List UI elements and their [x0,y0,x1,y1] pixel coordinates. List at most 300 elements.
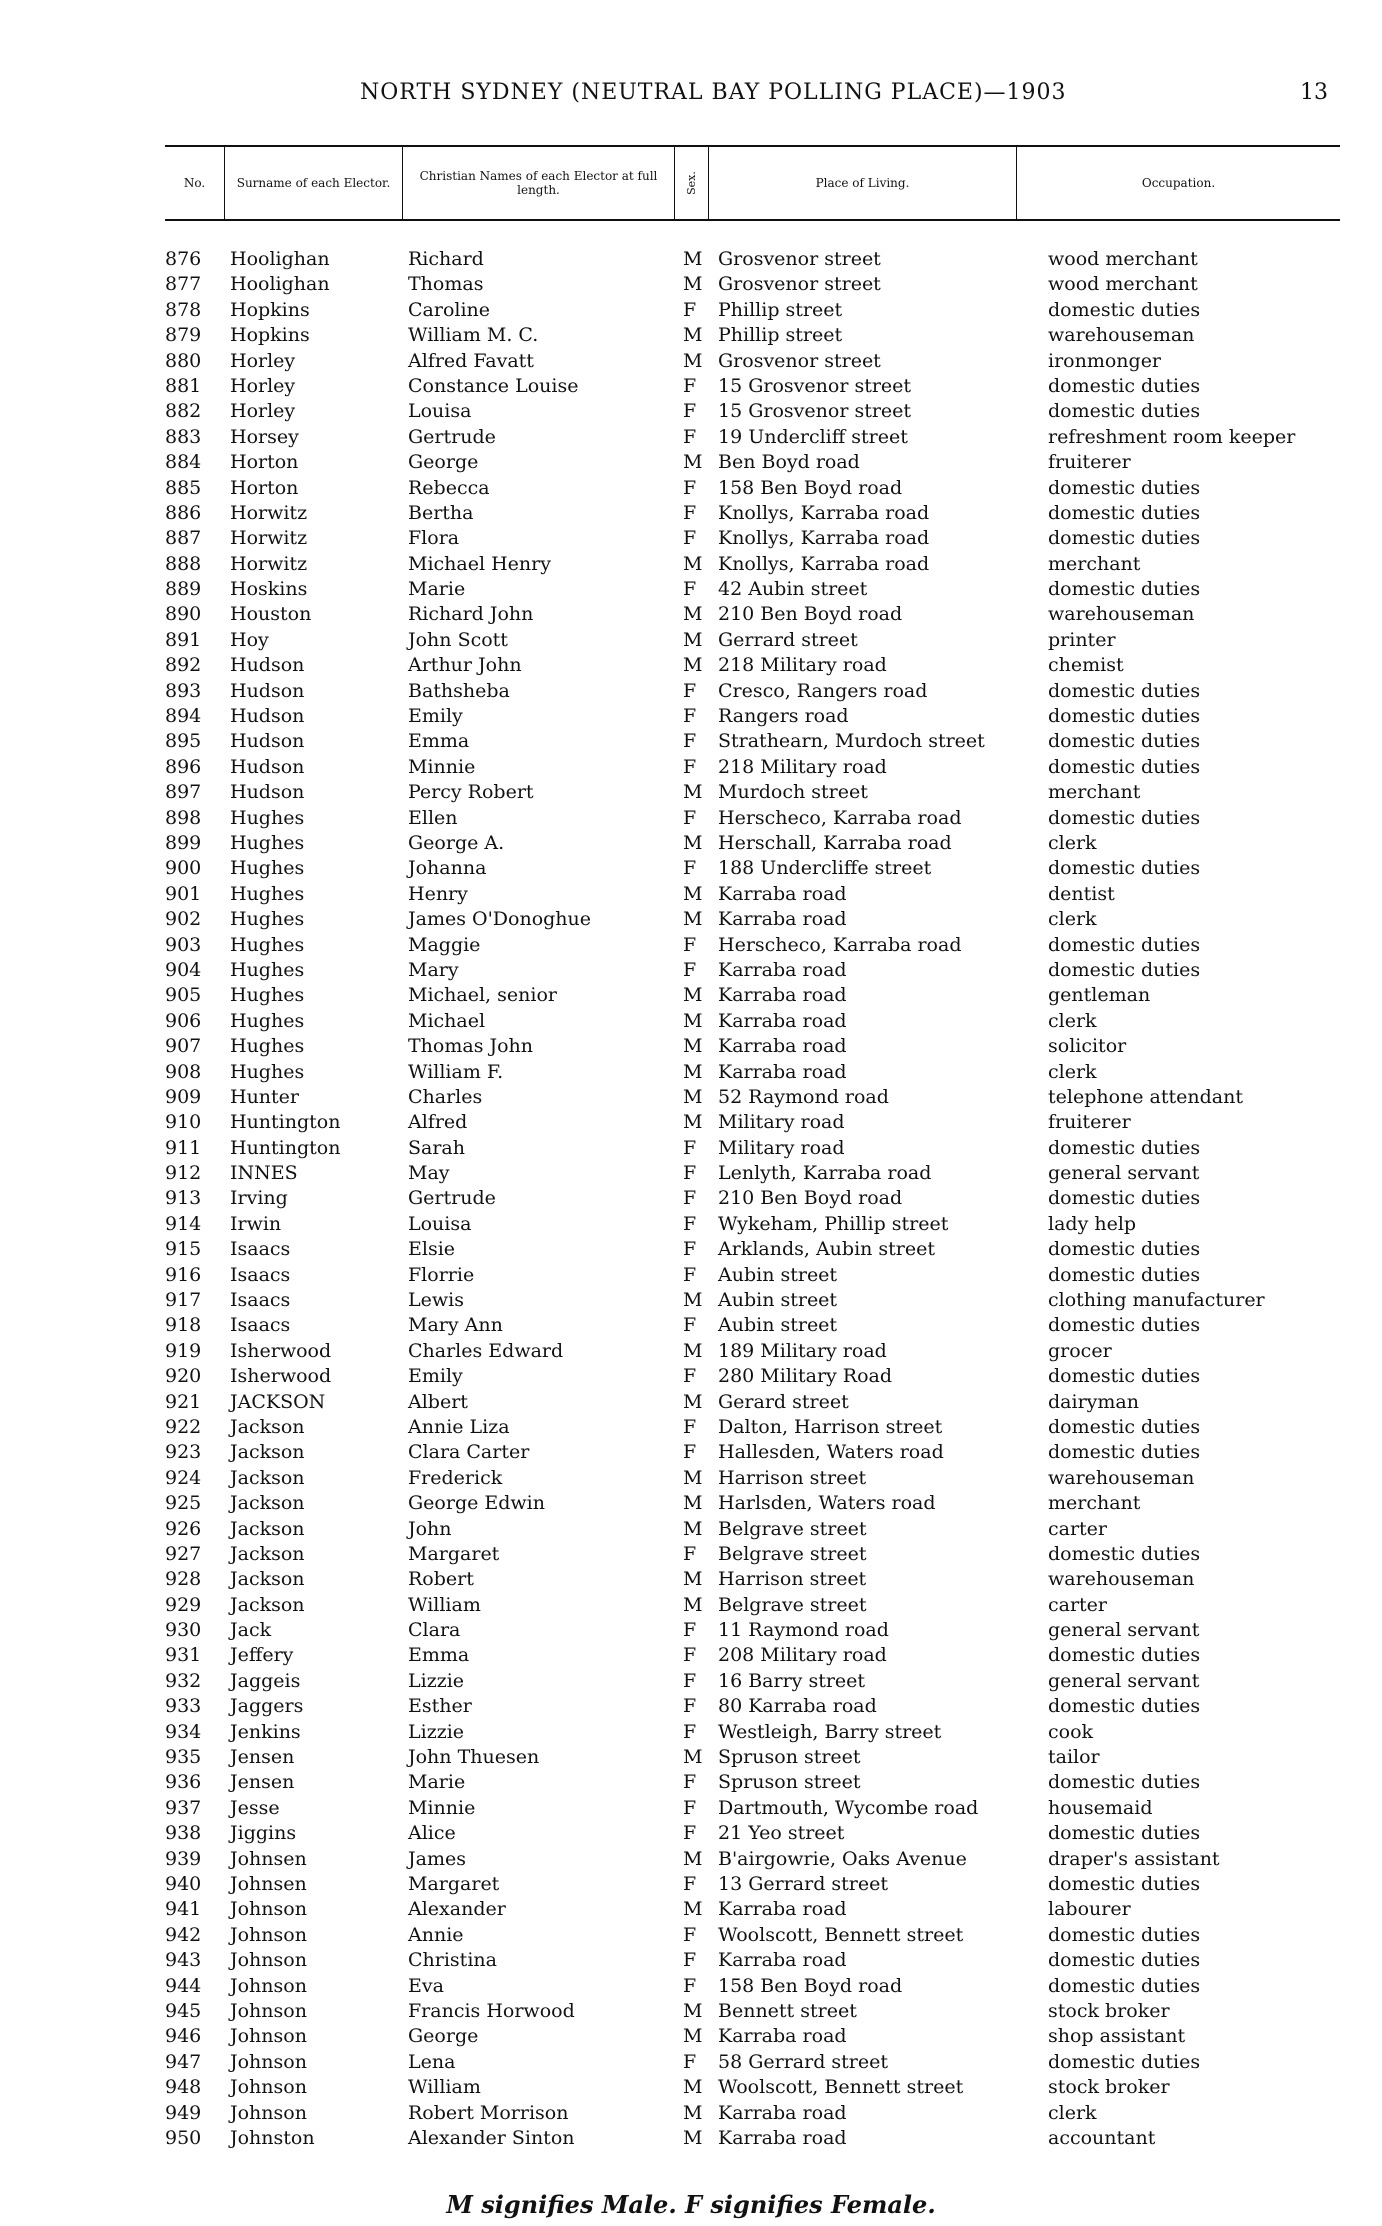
place-of-living: 188 Undercliffe street [718,857,932,880]
christian-names: John Thuesen [408,1746,540,1769]
place-of-living: Phillip street [718,324,843,347]
surname: Hunter [230,1085,300,1108]
place-of-living: 208 Military road [718,1644,887,1667]
sex: M [683,628,703,651]
place-of-living: Grosvenor street [718,273,881,296]
surname: Jeffery [230,1644,294,1667]
surname: Hopkins [230,324,310,347]
elector-number: 943 [165,1949,202,1972]
place-of-living: Karraba road [718,882,847,905]
occupation: clerk [1048,908,1097,931]
christian-names: John [408,1517,452,1540]
table-row [0,426,1382,451]
sex: F [683,1923,697,1946]
place-of-living: Wykeham, Phillip street [718,1212,949,1235]
christian-names: Flora [408,527,460,550]
christian-names: Esther [408,1695,472,1718]
surname: Hudson [230,654,305,677]
surname: Hughes [230,984,305,1007]
sex: F [683,1669,697,1692]
table-row [0,1010,1382,1035]
sex: F [683,679,697,702]
elector-number: 922 [165,1415,202,1438]
sex: F [683,425,697,448]
surname: Horwitz [230,501,308,524]
elector-number: 876 [165,248,202,270]
occupation: domestic duties [1048,933,1201,956]
sex: M [683,1339,703,1362]
table-row [0,578,1382,603]
place-of-living: Woolscott, Bennett street [718,1923,964,1946]
sex: M [683,248,703,270]
elector-number: 885 [165,476,202,499]
table-row [0,654,1382,679]
surname: Hughes [230,806,305,829]
sex: M [683,1060,703,1083]
table-row [0,1594,1382,1619]
occupation: stock broker [1048,2076,1170,2099]
column-header-sex: Sex. [684,171,698,195]
sex: F [683,1162,697,1185]
table-row [0,934,1382,959]
elector-number: 889 [165,578,202,601]
occupation: merchant [1048,1492,1141,1515]
place-of-living: 42 Aubin street [718,578,868,601]
place-of-living: Gerrard street [718,628,858,651]
elector-number: 896 [165,755,202,778]
occupation: general servant [1048,1669,1200,1692]
sex: F [683,527,697,550]
christian-names: Gertrude [408,425,496,448]
sex: M [683,1035,703,1058]
occupation: warehouseman [1048,324,1195,347]
christian-names: Lewis [408,1289,464,1312]
surname: Johnson [230,2025,307,2048]
sex: M [683,324,703,347]
sex: F [683,1796,697,1819]
sex: M [683,2025,703,2048]
sex: F [683,933,697,956]
elector-number: 901 [165,882,202,905]
elector-number: 915 [165,1238,202,1261]
elector-number: 897 [165,781,202,804]
place-of-living: 15 Grosvenor street [718,400,912,423]
column-header-sex-cell [675,147,709,219]
place-of-living: Gerard street [718,1390,849,1413]
surname: Horley [230,349,296,372]
surname: Hoskins [230,578,308,601]
elector-number: 903 [165,933,202,956]
table-row [0,1162,1382,1187]
christian-names: Richard John [408,603,534,626]
place-of-living: Karraba road [718,2126,847,2149]
sex: M [683,2076,703,2099]
christian-names: Minnie [408,1796,476,1819]
elector-number: 935 [165,1746,202,1769]
table-row [0,1644,1382,1669]
occupation: shop assistant [1048,2025,1186,2048]
sex: F [683,1212,697,1235]
elector-number: 912 [165,1162,202,1185]
occupation: clothing manufacturer [1048,1289,1265,1312]
surname: Johnston [230,2126,315,2149]
table-row [0,1441,1382,1466]
surname: Irwin [230,1212,282,1235]
sex: M [683,1593,703,1616]
elector-number: 898 [165,806,202,829]
occupation: domestic duties [1048,527,1201,550]
table-row [0,1365,1382,1390]
christian-names: Mary [408,958,459,981]
elector-number: 931 [165,1644,202,1667]
place-of-living: 11 Raymond road [718,1619,889,1642]
christian-names: Alfred Favatt [408,349,534,372]
occupation: draper's assistant [1048,1847,1220,1870]
place-of-living: Karraba road [718,2025,847,2048]
occupation: domestic duties [1048,1187,1201,1210]
surname: Hoolighan [230,273,330,296]
christian-names: Thomas [408,273,484,296]
table-header [165,145,1340,221]
surname: Horton [230,476,299,499]
place-of-living: Lenlyth, Karraba road [718,1162,932,1185]
elector-number: 884 [165,451,202,474]
surname: Jesse [230,1796,280,1819]
sex: M [683,1746,703,1769]
christian-names: Michael Henry [408,552,551,575]
elector-number: 906 [165,1009,202,1032]
christian-names: Charles [408,1085,483,1108]
occupation: domestic duties [1048,679,1201,702]
occupation: ironmonger [1048,349,1162,372]
place-of-living: 80 Karraba road [718,1695,877,1718]
surname: Johnson [230,1974,307,1997]
surname: Isaacs [230,1263,291,1286]
christian-names: Robert Morrison [408,2101,569,2124]
table-row [0,1975,1382,2000]
place-of-living: 210 Ben Boyd road [718,1187,903,1210]
sex: F [683,1974,697,1997]
elector-number: 882 [165,400,202,423]
surname: Jaggeis [230,1669,301,1692]
christian-names: Sarah [408,1136,465,1159]
column-header-surname: Surname of each Elector. [225,147,403,219]
elector-number: 891 [165,628,202,651]
occupation: cook [1048,1720,1094,1743]
surname: Johnsen [230,1873,307,1895]
table-row [0,1695,1382,1720]
elector-number: 937 [165,1796,202,1819]
elector-number: 902 [165,908,202,931]
table-row [0,680,1382,705]
sex: M [683,2101,703,2124]
elector-number: 928 [165,1568,202,1591]
surname: Jackson [230,1517,305,1540]
place-of-living: Belgrave street [718,1542,867,1565]
occupation: clerk [1048,831,1097,854]
table-row [0,1619,1382,1644]
christian-names: Bathsheba [408,679,510,702]
christian-names: Marie [408,578,466,601]
elector-number: 929 [165,1593,202,1616]
table-row [0,1771,1382,1796]
table-row [0,1543,1382,1568]
occupation: clerk [1048,1009,1097,1032]
surname: Jiggins [230,1822,297,1845]
sex: F [683,476,697,499]
place-of-living: Harrison street [718,1466,867,1489]
place-of-living: Westleigh, Barry street [718,1720,942,1743]
table-row [0,477,1382,502]
sex: M [683,1085,703,1108]
surname: INNES [230,1162,298,1185]
table-row [0,2102,1382,2127]
place-of-living: Belgrave street [718,1593,867,1616]
christian-names: George A. [408,831,505,854]
table-row [0,248,1382,273]
occupation: domestic duties [1048,1136,1201,1159]
place-of-living: Rangers road [718,705,849,728]
christian-names: Ellen [408,806,458,829]
elector-number: 890 [165,603,202,626]
surname: Hoy [230,628,269,651]
place-of-living: Cresco, Rangers road [718,679,928,702]
occupation: domestic duties [1048,374,1201,397]
place-of-living: 210 Ben Boyd road [718,603,903,626]
christian-names: Rebecca [408,476,490,499]
surname: Isherwood [230,1339,332,1362]
surname: Johnsen [230,1847,307,1870]
sex: F [683,1822,697,1845]
surname: Johnson [230,1999,307,2022]
sex: M [683,1517,703,1540]
occupation: grocer [1048,1339,1112,1362]
place-of-living: B'airgowrie, Oaks Avenue [718,1847,967,1870]
sex: M [683,552,703,575]
table-row [0,553,1382,578]
occupation: carter [1048,1517,1108,1540]
table-row [0,1898,1382,1923]
christian-names: Lizzie [408,1720,465,1743]
place-of-living: 16 Barry street [718,1669,866,1692]
elector-number: 941 [165,1898,202,1921]
elector-number: 895 [165,730,202,753]
table-row [0,451,1382,476]
table-row [0,1111,1382,1136]
table-row [0,1848,1382,1873]
elector-number: 945 [165,1999,202,2022]
sex: M [683,781,703,804]
elector-number: 905 [165,984,202,1007]
table-row [0,273,1382,298]
surname: Hughes [230,831,305,854]
christian-names: Maggie [408,933,481,956]
sex: M [683,831,703,854]
place-of-living: Karraba road [718,984,847,1007]
christian-names: Arthur John [408,654,522,677]
elector-number: 887 [165,527,202,550]
table-row [0,1721,1382,1746]
sex: F [683,400,697,423]
place-of-living: Harlsden, Waters road [718,1492,936,1515]
christian-names: Michael, senior [408,984,557,1007]
place-of-living: Aubin street [718,1289,838,1312]
sex: F [683,1873,697,1895]
surname: Hudson [230,781,305,804]
christian-names: Richard [408,248,484,270]
elector-number: 950 [165,2126,202,2149]
christian-names: Louisa [408,1212,472,1235]
elector-number: 888 [165,552,202,575]
table-row [0,375,1382,400]
place-of-living: 158 Ben Boyd road [718,1974,903,1997]
table-row [0,1289,1382,1314]
surname: Hughes [230,908,305,931]
table-row [0,1924,1382,1949]
table-row [0,832,1382,857]
elector-number: 940 [165,1873,202,1895]
surname: Houston [230,603,312,626]
place-of-living: Karraba road [718,1035,847,1058]
sex: M [683,1390,703,1413]
surname: Horley [230,374,296,397]
table-row [0,1314,1382,1339]
elector-number: 946 [165,2025,202,2048]
table-row [0,2051,1382,2076]
place-of-living: 21 Yeo street [718,1822,845,1845]
sex: M [683,882,703,905]
sex: F [683,298,697,321]
elector-number: 949 [165,2101,202,2124]
sex: F [683,857,697,880]
christian-names: Percy Robert [408,781,534,804]
table-row [0,1467,1382,1492]
occupation: fruiterer [1048,1111,1131,1134]
surname: Hughes [230,882,305,905]
surname: Jensen [230,1771,295,1794]
christian-names: Thomas John [408,1035,534,1058]
christian-names: James [408,1847,466,1870]
surname: Horwitz [230,527,308,550]
occupation: domestic duties [1048,2050,1201,2073]
surname: Johnson [230,1923,307,1946]
table-row [0,299,1382,324]
place-of-living: Military road [718,1136,845,1159]
place-of-living: Grosvenor street [718,349,881,372]
christian-names: Johanna [408,857,487,880]
christian-names: Albert [408,1390,468,1413]
place-of-living: Knollys, Karraba road [718,501,930,524]
occupation: domestic duties [1048,1974,1201,1997]
table-row [0,1873,1382,1898]
place-of-living: Knollys, Karraba road [718,527,930,550]
christian-names: Clara [408,1619,461,1642]
place-of-living: Knollys, Karraba road [718,552,930,575]
christian-names: Frederick [408,1466,503,1489]
christian-names: George [408,451,479,474]
elector-number: 934 [165,1720,202,1743]
sex: M [683,273,703,296]
occupation: domestic duties [1048,1949,1201,1972]
table-row [0,730,1382,755]
christian-names: Gertrude [408,1187,496,1210]
occupation: printer [1048,628,1116,651]
occupation: general servant [1048,1162,1200,1185]
sex: F [683,1415,697,1438]
table-row [0,883,1382,908]
surname: Hughes [230,1035,305,1058]
elector-number: 900 [165,857,202,880]
christian-names: Mary Ann [408,1314,503,1337]
place-of-living: Aubin street [718,1263,838,1286]
occupation: solicitor [1048,1035,1127,1058]
surname: Jackson [230,1593,305,1616]
occupation: domestic duties [1048,1822,1201,1845]
table-row [0,857,1382,882]
christian-names: Michael [408,1009,486,1032]
sex: M [683,908,703,931]
place-of-living: Karraba road [718,1949,847,1972]
elector-number: 894 [165,705,202,728]
place-of-living: Belgrave street [718,1517,867,1540]
occupation: domestic duties [1048,730,1201,753]
table-row [0,502,1382,527]
surname: Johnson [230,2076,307,2099]
surname: Jack [230,1619,272,1642]
table-row [0,781,1382,806]
table-row [0,629,1382,654]
surname: Jackson [230,1415,305,1438]
surname: Johnson [230,1949,307,1972]
occupation: labourer [1048,1898,1131,1921]
sex: M [683,1999,703,2022]
elector-number: 924 [165,1466,202,1489]
place-of-living: 13 Gerrard street [718,1873,889,1895]
place-of-living: Hallesden, Waters road [718,1441,944,1464]
christian-names: Florrie [408,1263,475,1286]
sex: F [683,1187,697,1210]
christian-names: Margaret [408,1873,500,1895]
sex: F [683,705,697,728]
elector-number: 944 [165,1974,202,1997]
place-of-living: Harrison street [718,1568,867,1591]
place-of-living: Karraba road [718,1009,847,1032]
table-row [0,1061,1382,1086]
occupation: domestic duties [1048,1771,1201,1794]
sex: M [683,984,703,1007]
sex: M [683,1898,703,1921]
sex: F [683,1695,697,1718]
table-row [0,1949,1382,1974]
table-row [0,1746,1382,1771]
christian-names: Clara Carter [408,1441,530,1464]
occupation: domestic duties [1048,1263,1201,1286]
place-of-living: Aubin street [718,1314,838,1337]
sex: F [683,1720,697,1743]
elector-number: 880 [165,349,202,372]
table-row [0,400,1382,425]
christian-names: Elsie [408,1238,456,1261]
elector-number: 907 [165,1035,202,1058]
christian-names: James O'Donoghue [408,908,592,931]
sex: F [683,1314,697,1337]
surname: Hughes [230,857,305,880]
sex: M [683,603,703,626]
table-row [0,1670,1382,1695]
place-of-living: Bennett street [718,1999,857,2022]
table-row [0,1035,1382,1060]
christian-names: Emma [408,1644,470,1667]
